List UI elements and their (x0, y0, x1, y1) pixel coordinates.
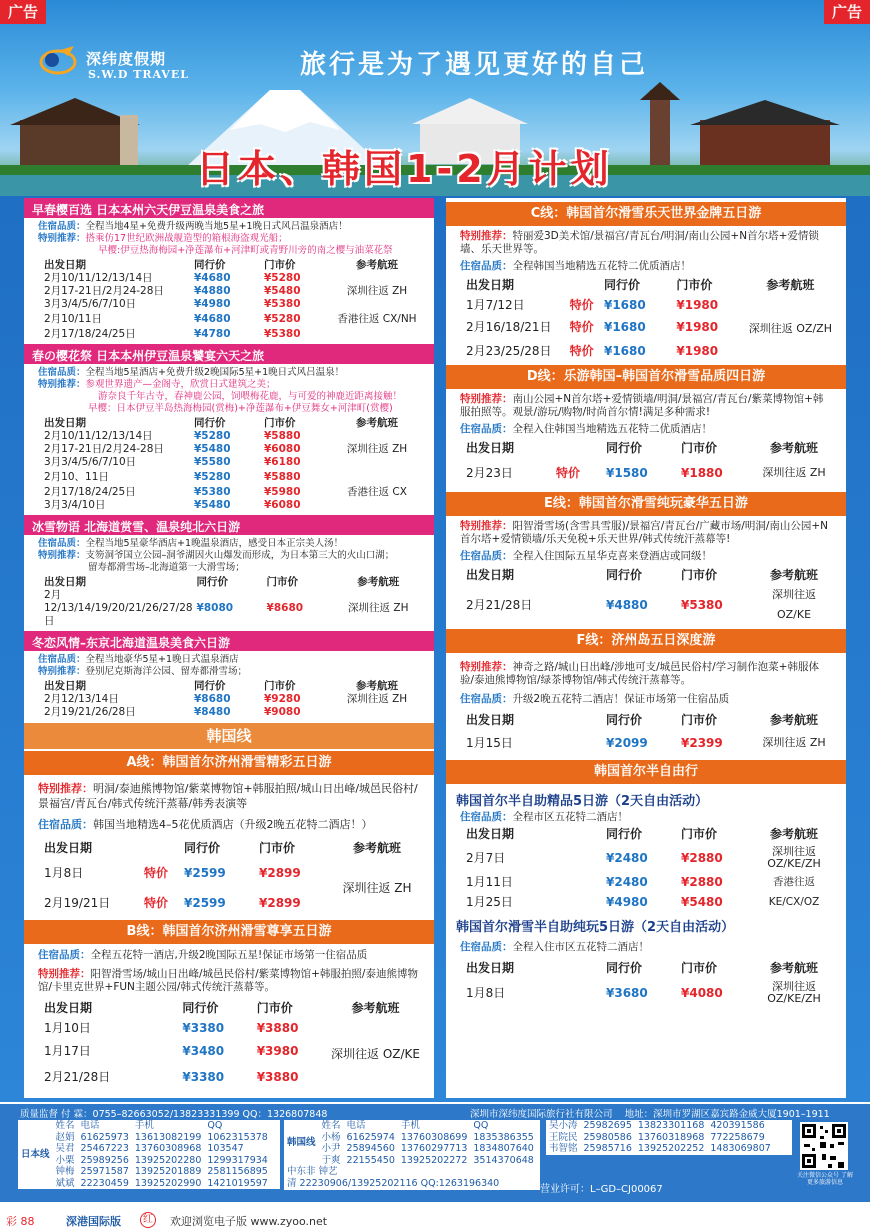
table-row: 2月21/28日 ¥3380 ¥3880 (44, 1070, 299, 1084)
main-title: 日本、韩国1-2月计划 (196, 147, 613, 191)
tour-title: 冰雪物语 北海道赏雪、温泉纯北六日游 (24, 515, 434, 535)
package-title: 韩国首尔滑雪半自助纯玩5日游（2天自由活动） (456, 920, 735, 935)
table-row: 2月7日 ¥2480 ¥2880 深圳往返 OZ/KE/ZH (466, 845, 821, 870)
price-table: 出发日期 同行价 门市价 参考航班 1月7/12日 特价 ¥1680 ¥1980 深圳往返 OZ/ZH 2月16/18/21日 特价 ¥1680 ¥1980 2月23/25/28日 特价 ¥1680 ¥1980 (464, 275, 834, 363)
table-row: 3月3/4/10日 ¥5480 ¥6080 (44, 499, 301, 511)
tour-notes: 住宿品质：全程当地5星豪华酒店+1晚温泉酒店，感受日本正宗美人汤！ 特别推荐：支笏洞爷国立公园–洞爷湖因火山爆发而形成，为日本第三大的火山口湖； 留寿都滑雪场–北海道第一大滑雪场； (38, 538, 395, 573)
table-row: 小杨 61625974 13760308699 1835386355 (321, 1131, 534, 1143)
korea-line-title: 韩国线 (24, 723, 434, 749)
free-travel-title: 韩国首尔半自由行 (446, 760, 846, 784)
package-title: 韩国首尔半自助精品5日游（2天自由活动） (456, 794, 709, 809)
ad-label-left: 广告 (0, 0, 46, 24)
table-row: 小栗 25989256 13925202280 1299317934 (55, 1154, 268, 1166)
price-table: 出发日期 同行价 门市价 参考航班 2月10/11/12/13/14日 ¥4680 ¥5280 2月17-21日/2月24-28日 ¥4880 ¥5480 深圳往返 ZH 3月3/4/5/6/7/10日 ¥4980 ¥5380 2月10/11日 ¥4680 ¥5280 香港往返 CX/NH 2月17/18/24/25日 ¥4780 ¥5380 (42, 259, 422, 341)
table-row: 2月17-21日/2月24-28日 ¥4880 ¥5480 深圳往返 ZH (44, 285, 408, 297)
brand-name-en: S.W.D TRAVEL (88, 68, 189, 81)
southeast-contact: 中东非 钟艺清 22230906/13925202116 QQ:1263196340 (287, 1166, 500, 1189)
table-row: 韦智铭 25985716 13925202252 1483069807 (549, 1143, 771, 1154)
table-row: 2月10、11日 ¥5280 ¥5880 (44, 471, 301, 483)
table-row: 1月11日 ¥2480 ¥2880 香港往返 (466, 875, 815, 889)
qr-code-icon[interactable] (800, 1122, 848, 1170)
table-row: 小尹 25894560 13760297713 1834807640 (321, 1143, 534, 1154)
tour-notes: 住宿品质：全程当地5星酒店+免费升级2晚国际5星+1晚日式风吕温泉！ 特别推荐：参观世界遗产—金阁寺，欣赏日式建筑之美； 游奈良千年古寺，春神鹿公园，饲喂梅花鹿，与可爱的神鹿近距离接触！ 早樱：日本伊豆半岛热海梅园(赏梅)+净莲瀑布+伊豆舞女+河津町(赏樱) (38, 367, 403, 414)
qr-caption: 关注微信公众号 了解更多旅游信息 (797, 1172, 853, 1186)
price-table: 出发日期 同行价 门市价 参考航班 2月7日 ¥2480 ¥2880 深圳往返 OZ/KE/ZH 1月11日 ¥2480 ¥2880 香港往返 1月25日 ¥4980 ¥5480 KE/CX/OZ (464, 824, 834, 912)
brand-name-cn: 深纬度假期 (86, 50, 167, 68)
red-circle-icon: 红 (140, 1212, 156, 1228)
price-table: 出发日期 同行价 门市价 参考航班 2月12/13/14日 ¥8680 ¥9280 深圳往返 ZH 2月19/21/26/28日 ¥8480 ¥9080 (42, 680, 422, 719)
table-row: 1月8日 ¥3680 ¥4080 深圳往返 OZ/KE/ZH (466, 980, 821, 1005)
table-row: 2月16/18/21日 特价 ¥1680 ¥1980 (466, 320, 719, 334)
table-row: 1月8日 特价 ¥2599 ¥2899 深圳往返 ZH (44, 866, 412, 895)
tour-notes: 特别推荐：南山公园+N首尔塔+爱情锁墙/明洞/景福宫/青瓦台/紫菜博物馆+韩服拍照等。观景/游玩/购物/时尚首尔情!满足多种需求! 住宿品质：全程入住韩国当地精选五花特二优质酒店！ (460, 393, 824, 435)
edition-name: 深港国际版 (66, 1215, 121, 1228)
korea-column (446, 198, 846, 1098)
table-row: 3月3/4/5/6/7/10日 ¥4980 ¥5380 (44, 298, 301, 310)
table-row: 于爽 22155450 13925202272 3514370648 (321, 1154, 534, 1166)
table-row: 2月21/28日 ¥4880 ¥5380 深圳往返 OZ/KE (466, 588, 816, 621)
table-row: 王院民 25980586 13760318968 772258679 (549, 1131, 765, 1143)
tour-title: 春の樱花祭 日本本州伊豆温泉饕宴六天之旅 (24, 344, 434, 364)
table-row: 2月23/25/28日 特价 ¥1680 ¥1980 (466, 344, 719, 358)
table-row: 1月25日 ¥4980 ¥5480 KE/CX/OZ (466, 895, 820, 909)
tour-notes: 特别推荐：阳智滑雪场(含雪具雪服)/景福宫/青瓦台/广藏市场/明洞/南山公园+N首尔塔+爱情锁墙/乐天免税+乐天世界/韩式传统汗蒸幕等! 住宿品质：全程入住国际五星华克喜来登酒店或同级！ (460, 520, 829, 562)
ad-label-right: 广告 (824, 0, 870, 24)
website-link[interactable]: 欢迎浏览电子版 www.zyoo.net (170, 1215, 328, 1228)
tour-title: A线：韩国首尔济州滑雪精彩五日游 (24, 751, 434, 775)
tour-title: D线：乐游韩国–韩国首尔滑雪品质四日游 (446, 365, 846, 389)
company-info: 深圳市深纬度国际旅行社有限公司 地址：深圳市罗湖区嘉宾路金威大厦1901–1911 (470, 1109, 830, 1120)
price-table: 出发日期 同行价 门市价 参考航班 2月10/11/12/13/14日 ¥5280 ¥5880 2月17-21日/2月24-28日 ¥5480 ¥6080 深圳往返 ZH 3月3/4/5/6/7/10日 ¥5580 ¥6180 2月10、11日 ¥5280 ¥5880 2月17/18/24/25日 ¥5380 ¥5980 香港往返 CX 3月3/4/10日 ¥5480 ¥6080 (42, 417, 422, 512)
tour-notes: 住宿品质：全程入住市区五花特二酒店！ (460, 941, 649, 953)
korea-contacts: 韩国线 姓名 电话 手机 QQ 小杨 61625974 13760308699 1835386355 小尹 25894560 13760297713 1834807640 于爽 22155450 13925202272 3514370648 中东非 钟艺清 22230906/13925202116 QQ:1263196340 (284, 1120, 540, 1190)
price-table: 出发日期 同行价 门市价 参考航班 2月23日 特价 ¥1580 ¥1880 深圳往返 ZH (464, 438, 834, 488)
table-row: 吴君 25467223 13760308968 103547 (55, 1143, 244, 1154)
tour-notes: 住宿品质：全程市区五花特二酒店！ (460, 811, 628, 823)
tour-notes: 特别推荐：神奇之路/城山日出峰/涉地可支/城邑民俗村/学习制作泡菜+韩服体验/泰迪熊博物馆/绿茶博物馆/韩式传统汗蒸幕等。 住宿品质：升级2晚五花特二酒店！保证市场第一住宿品质 (460, 661, 819, 705)
table-row: 赵娟 61625973 13613082199 1062315378 (55, 1131, 268, 1143)
tour-title: E线：韩国首尔滑雪纯玩豪华五日游 (446, 492, 846, 516)
table-row: 钟梅 25971587 13925201889 2581156895 (55, 1166, 268, 1177)
tour-notes: 住宿品质：全程五花特一酒店,升级2晚国际五星!保证市场第一住宿品质 特别推荐：阳智滑雪场/城山日出峰/城邑民俗村/紫菜博物馆+韩服拍照/泰迪熊博物馆/卡里克世界+FUN主题公园/韩式传统汗蒸幕等。 (38, 949, 418, 993)
price-table: 出发日期 同行价 门市价 参考航班 2月21/28日 ¥4880 ¥5380 深圳往返 OZ/KE (464, 565, 834, 625)
tour-title: B线：韩国首尔济州滑雪尊享五日游 (24, 920, 434, 944)
footer (0, 1104, 870, 1202)
tour-notes: 特别推荐：明洞/泰迪熊博物馆/紫菜博物馆+韩服拍照/城山日出峰/城邑民俗村/景福宫/青瓦台/韩式传统汗蒸幕/韩秀表演等 住宿品质：韩国当地精选4–5花优质酒店（升级2晚五花特二酒店！） (38, 782, 418, 831)
table-row: 3月3/4/5/6/7/10日 ¥5580 ¥6180 (44, 456, 301, 468)
table-row: 1月10日 ¥3380 ¥3880 深圳往返 OZ/KE (44, 1021, 420, 1061)
slogan: 旅行是为了遇见更好的自己 (300, 50, 649, 80)
supervisor-info: 质量监督 付 霖：0755–82663052/13823331399 QQ：1326807848 (20, 1109, 328, 1120)
table-row: 2月17/18/24/25日 ¥5380 ¥5980 香港往返 CX (44, 486, 407, 498)
table-row: 斌斌 22230459 13925202990 1421019597 (55, 1177, 268, 1189)
business-license: 营业许可：L–GD–CJ00067 (540, 1184, 663, 1195)
table-row: 2月19/21日 特价 ¥2599 ¥2899 (44, 896, 301, 910)
price-table: 出发日期 同行价 门市价 参考航班 1月8日 ¥3680 ¥4080 深圳往返 OZ/KE/ZH (464, 958, 834, 1008)
tour-notes: 住宿品质：全程当地4星+免费升级两晚当地5星+1晚日式风吕温泉酒店！ 特别推荐：搭乘仿17世纪欧洲战舰造型的箱根海盗观光船； 早樱:伊豆热海梅园+净莲瀑布+河津町或青野川旁的南之樱与油菜花祭 (38, 221, 393, 256)
price-table: 出发日期 同行价 门市价 参考航班 1月10日 ¥3380 ¥3880 深圳往返 OZ/KE 1月17日 ¥3480 ¥3980 2月21/28日 ¥3380 ¥3880 (42, 998, 422, 1090)
tour-title: F线：济州岛五日深度游 (446, 629, 846, 653)
tour-title: 冬恋风情–东京北海道温泉美食六日游 (24, 631, 434, 651)
tour-title: C线：韩国首尔滑雪乐天世界金牌五日游 (446, 202, 846, 226)
table-row: 1月15日 ¥2099 ¥2399 深圳往返 ZH (466, 736, 826, 750)
price-table: 出发日期 同行价 门市价 参考航班 1月15日 ¥2099 ¥2399 深圳往返 ZH (464, 710, 834, 756)
japan-contacts: 日本线 姓名 电话 手机 QQ 赵娟 61625973 13613082199 1062315378 吴君 25467223 13760308968 103547 小栗 25989256 13925202280 1299317934 钟梅 25971587 13925201889 2581156895 斌斌 22230459 13925202990 1421019597 (18, 1120, 280, 1189)
price-table: 出发日期 同行价 门市价 参考航班 1月8日 特价 ¥2599 ¥2899 深圳往返 ZH 2月19/21日 特价 ¥2599 ¥2899 (42, 838, 422, 918)
table-row: 2月10/11/12/13/14日 ¥4680 ¥5280 (44, 272, 301, 284)
price-table: 出发日期 同行价 门市价 参考航班 2月12/13/14/19/20/21/26/27/28日 ¥8080 ¥8680 深圳往返 ZH (42, 576, 422, 628)
japan-column (24, 198, 434, 1098)
bottom-bar (0, 1210, 870, 1230)
table-row: 1月17日 ¥3480 ¥3980 (44, 1044, 299, 1058)
table-row: 2月17/18/24/25日 ¥4780 ¥5380 (44, 328, 301, 340)
table-row: 2月12/13/14/19/20/21/26/27/28日 ¥8080 ¥8680 深圳往返 ZH (44, 589, 409, 627)
tour-title: 早春樱百选 日本本州六天伊豆温泉美食之旅 (24, 198, 434, 218)
table-row: 2月19/21/26/28日 ¥8480 ¥9080 (44, 706, 301, 718)
table-row: 2月10/11日 ¥4680 ¥5280 香港往返 CX/NH (44, 313, 417, 325)
tour-notes: 特别推荐：特丽爱3D美术馆/景福宫/青瓦台/明洞/南山公园+N首尔塔+爱情锁墙、乐天世界等。 住宿品质：全程韩国当地精选五花特二优质酒店！ (460, 230, 819, 272)
table-row: 2月12/13/14日 ¥8680 ¥9280 深圳往返 ZH (44, 693, 408, 705)
tour-notes: 住宿品质：全程当地豪华5星+1晚日式温泉酒店 特别推荐：登别尼克斯海洋公园、留寿都滑雪场； (38, 654, 248, 677)
page-number: 彩 88 (6, 1215, 35, 1228)
other-contacts (546, 1120, 792, 1155)
table-row: 2月23日 特价 ¥1580 ¥1880 深圳往返 ZH (466, 466, 826, 480)
table-row: 2月17-21日/2月24-28日 ¥5480 ¥6080 深圳往返 ZH (44, 443, 408, 455)
header-banner (0, 0, 870, 200)
table-row: 1月7/12日 特价 ¥1680 ¥1980 深圳往返 OZ/ZH (466, 298, 832, 335)
table-row: 2月10/11/12/13/14日 ¥5280 ¥5880 (44, 430, 301, 442)
table-row: 吴小涛 25982695 13823301168 420391586 (549, 1120, 765, 1131)
brand-logo-icon (38, 44, 78, 76)
